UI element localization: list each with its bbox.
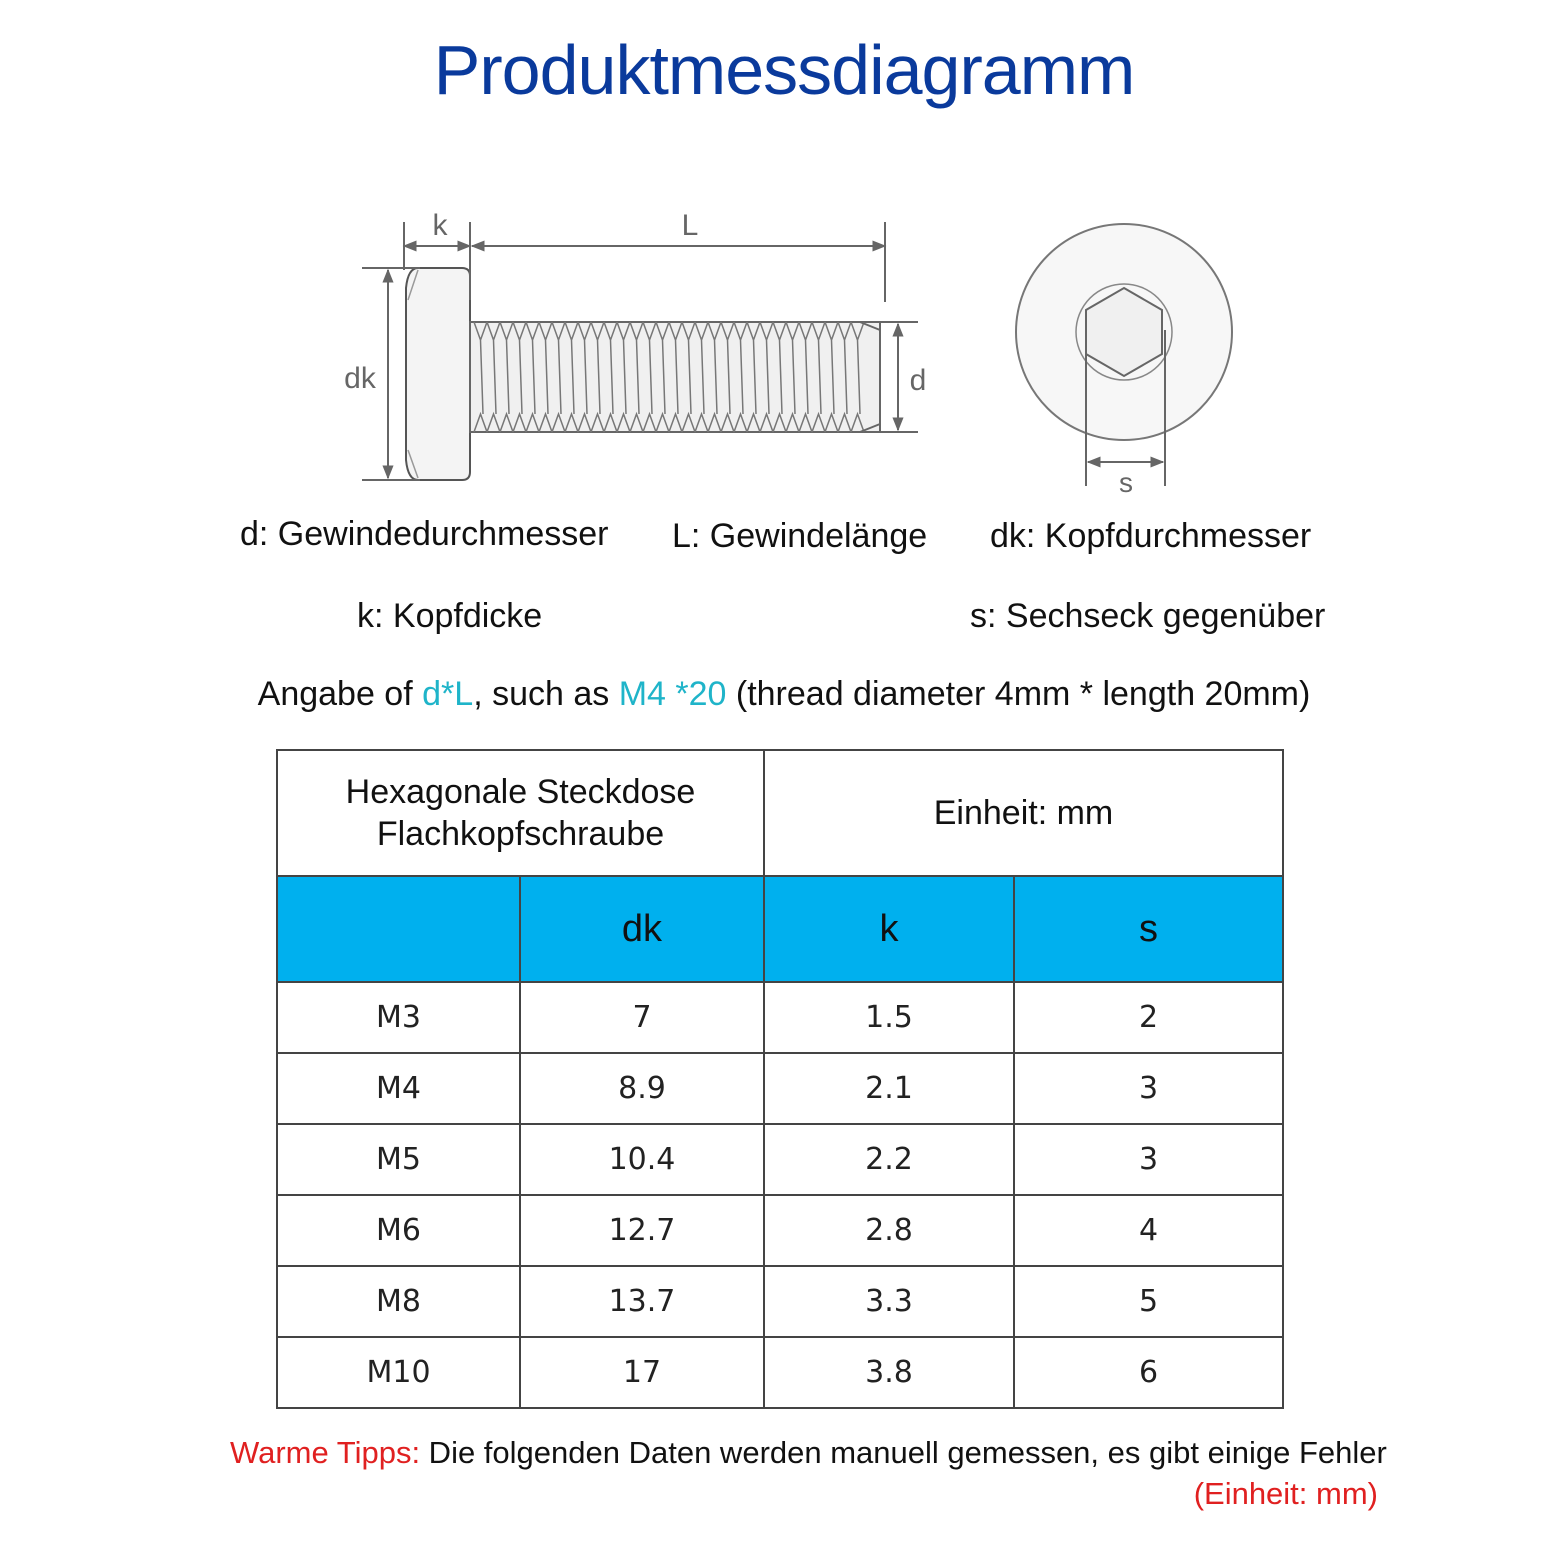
spec-suffix: (thread diameter 4mm * length 20mm) xyxy=(726,675,1311,713)
table-cell: 1.5 xyxy=(764,982,1014,1053)
spec-dl: d*L xyxy=(422,675,474,713)
table-cell: 8.9 xyxy=(520,1053,764,1124)
page-title: Produktmessdiagramm xyxy=(433,31,1135,109)
table-cell: 4 xyxy=(1014,1195,1283,1266)
table-cell: M5 xyxy=(277,1124,520,1195)
column-header xyxy=(277,876,520,982)
unit-cell: Einheit: mm xyxy=(764,750,1283,876)
product-name-line2: Flachkopfschraube xyxy=(376,815,665,853)
legend-L: L: Gewindelänge xyxy=(672,517,928,555)
table-row xyxy=(277,1266,1283,1337)
table-title-row xyxy=(277,750,1283,876)
product-name-cell xyxy=(277,750,764,876)
column-header: dk xyxy=(520,876,764,982)
table-cell: 3 xyxy=(1014,1053,1283,1124)
table-row xyxy=(277,982,1283,1053)
table-row xyxy=(277,1195,1283,1266)
table-cell: 7 xyxy=(520,982,764,1053)
warm-tip-label: Warme Tipps: xyxy=(230,1435,421,1470)
legend-d: d: Gewindedurchmesser xyxy=(240,515,609,553)
table-cell: M10 xyxy=(277,1337,520,1408)
screw-top-view xyxy=(1016,224,1232,440)
screw-head xyxy=(406,268,470,480)
warm-tip xyxy=(230,1435,1387,1471)
label-dk: dk xyxy=(344,362,376,395)
dimension-table xyxy=(276,749,1284,1409)
label-d: d xyxy=(909,364,927,397)
table-cell: 2.1 xyxy=(764,1053,1014,1124)
product-name-line1: Hexagonale Steckdose xyxy=(345,772,696,811)
table-row xyxy=(277,1053,1283,1124)
table-cell: 5 xyxy=(1014,1266,1283,1337)
table-cell: M4 xyxy=(277,1053,520,1124)
label-s: s xyxy=(1119,467,1133,498)
spec-example: M4 *20 xyxy=(618,675,727,713)
table-row xyxy=(277,1124,1283,1195)
spec-mid: , such as xyxy=(473,675,619,713)
table-cell: M3 xyxy=(277,982,520,1053)
spec-prefix: Angabe of xyxy=(257,675,423,713)
table-cell: 3.8 xyxy=(764,1337,1014,1408)
table-cell: 2.8 xyxy=(764,1195,1014,1266)
table-cell: 2 xyxy=(1014,982,1283,1053)
table-cell: 3 xyxy=(1014,1124,1283,1195)
screw-diagram xyxy=(0,0,1568,520)
legend-s: s: Sechseck gegenüber xyxy=(970,597,1326,635)
table-cell: 13.7 xyxy=(520,1266,764,1337)
dimension-L xyxy=(472,222,885,302)
table-cell: M6 xyxy=(277,1195,520,1266)
table-row xyxy=(277,1337,1283,1408)
label-k: k xyxy=(432,209,448,242)
legend-k: k: Kopfdicke xyxy=(357,597,543,635)
unit-note: (Einheit: mm) xyxy=(1193,1476,1378,1511)
table-header-row xyxy=(277,876,1283,982)
column-header: k xyxy=(764,876,1014,982)
table-cell: 2.2 xyxy=(764,1124,1014,1195)
table-cell: 17 xyxy=(520,1337,764,1408)
table-cell: 10.4 xyxy=(520,1124,764,1195)
table-cell: 12.7 xyxy=(520,1195,764,1266)
legend-dk: dk: Kopfdurchmesser xyxy=(990,517,1312,555)
size-specification-note xyxy=(0,675,1568,714)
table-cell: 3.3 xyxy=(764,1266,1014,1337)
column-header: s xyxy=(1014,876,1283,982)
table-cell: 6 xyxy=(1014,1337,1283,1408)
screw-thread xyxy=(470,322,880,432)
table-cell: M8 xyxy=(277,1266,520,1337)
label-L: L xyxy=(681,209,699,242)
warm-tip-text: Die folgenden Daten werden manuell gemessen, es gibt einige Fehler xyxy=(420,1435,1387,1470)
